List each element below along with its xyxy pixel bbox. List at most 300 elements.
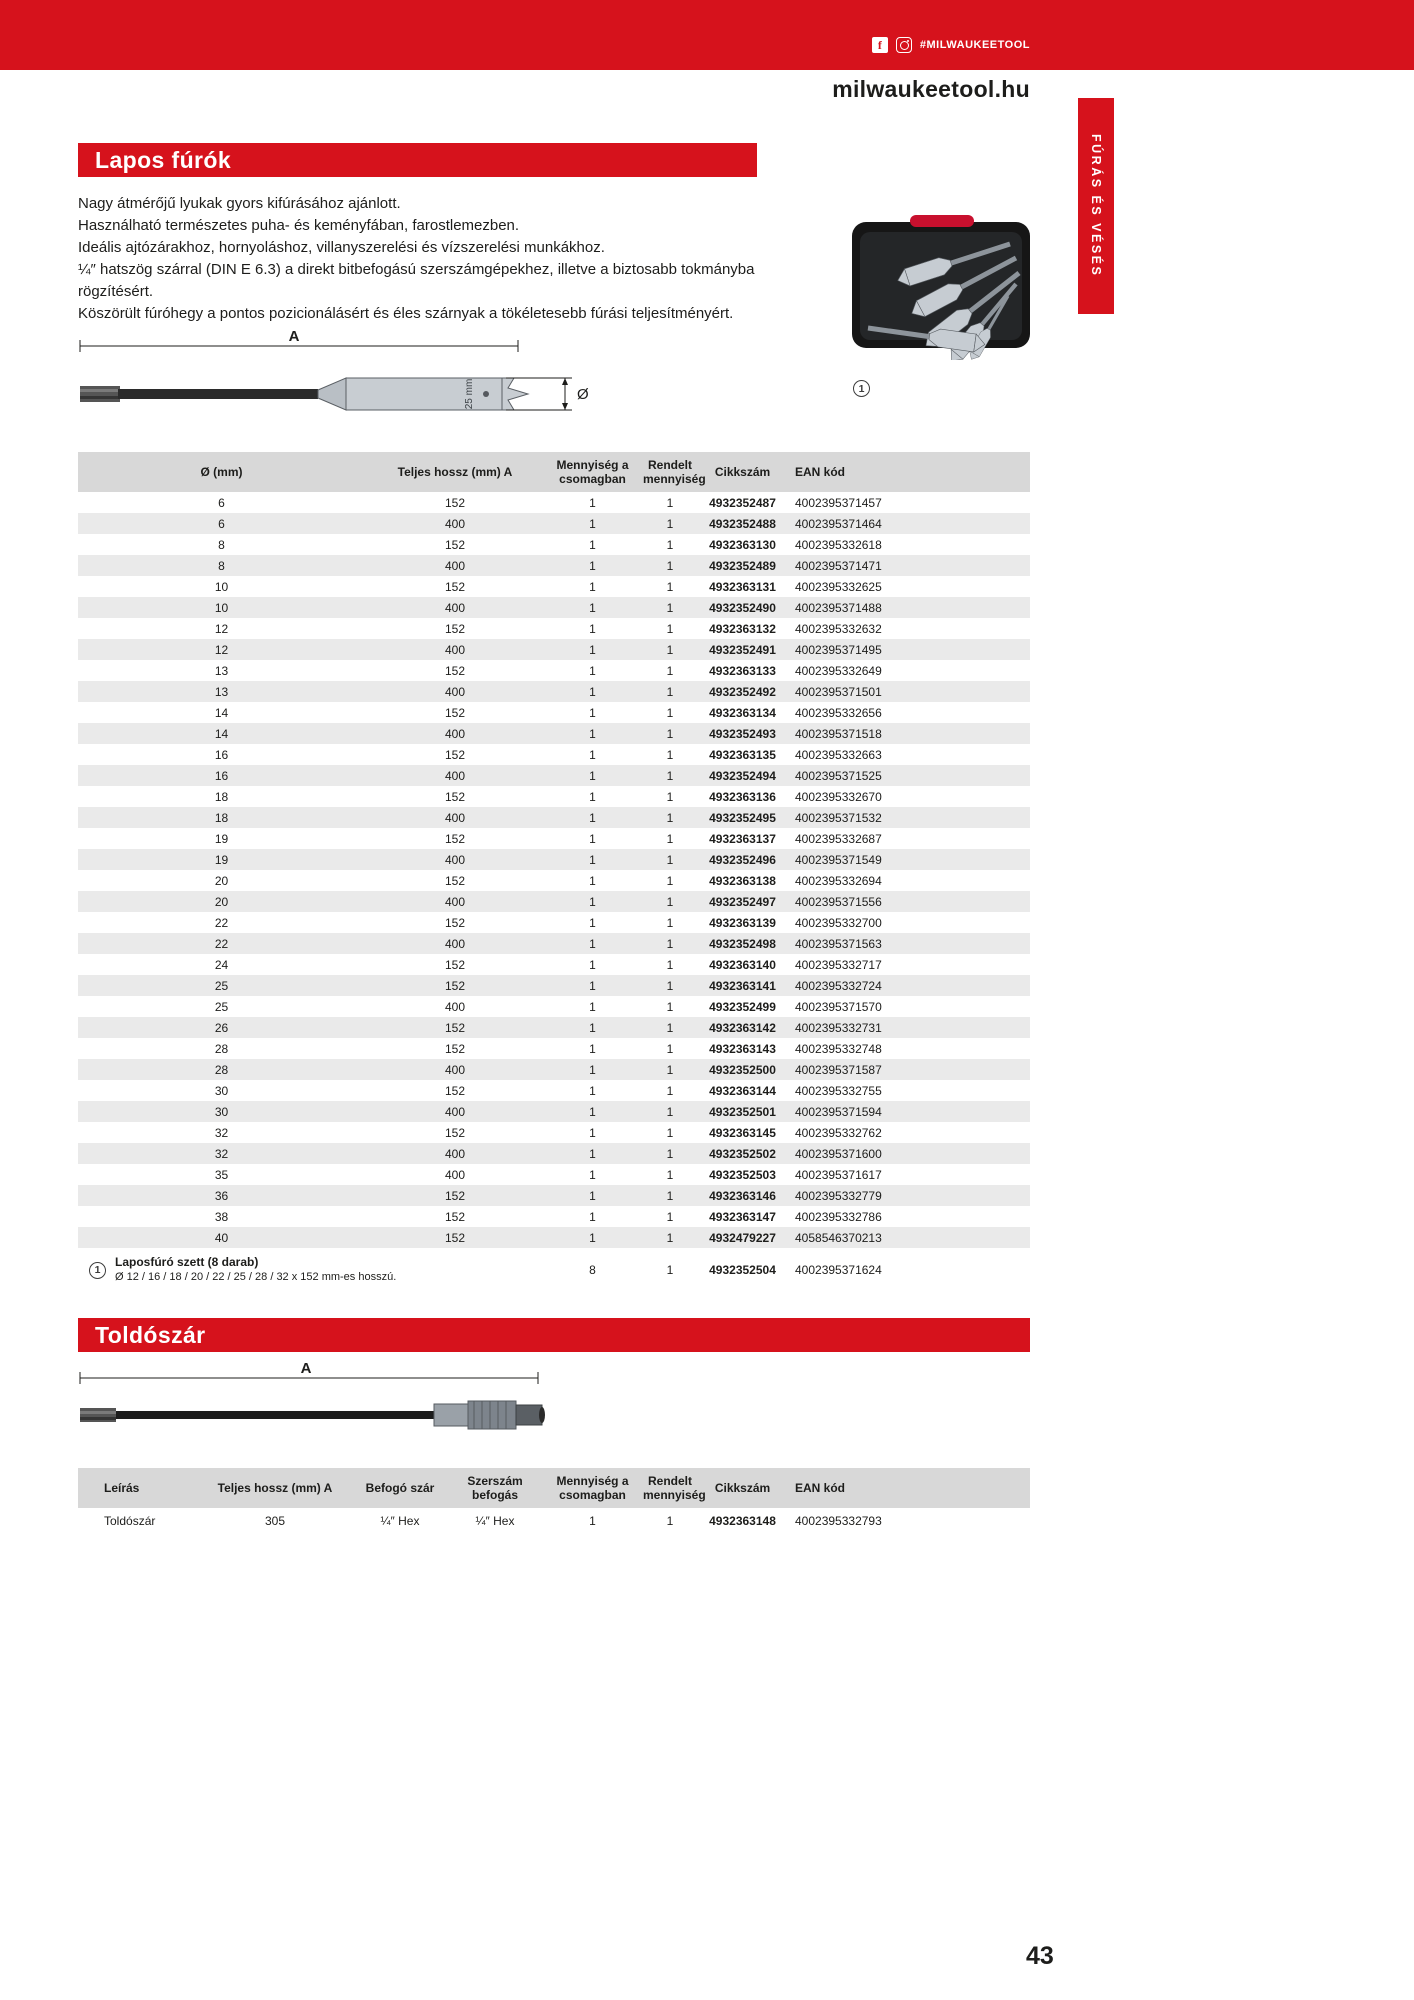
table-cell: 152 xyxy=(444,831,466,846)
table-cell: 4932352499 xyxy=(709,999,776,1014)
table-cell: 1 xyxy=(666,621,674,636)
table-cell: 4002395332779 xyxy=(795,1188,882,1203)
table-cell: 10 xyxy=(214,600,229,615)
spade-bit-diagram xyxy=(78,328,590,436)
table-cell: 152 xyxy=(444,537,466,552)
table-row xyxy=(78,1059,1030,1080)
table-cell: 1 xyxy=(666,1230,674,1245)
table-cell: 1 xyxy=(589,1083,596,1098)
table-cell: 1 xyxy=(666,1041,674,1056)
table-cell: 8 xyxy=(218,558,225,573)
table-cell: 400 xyxy=(444,726,466,741)
col-header-diameter: Ø (mm) xyxy=(78,452,365,492)
table-cell: 28 xyxy=(214,1062,229,1077)
table-cell: 16 xyxy=(214,747,229,762)
table-cell: 4932352492 xyxy=(709,684,776,699)
table-cell: 1 xyxy=(666,747,674,762)
table-row xyxy=(78,1122,1030,1143)
col-header-ordered-qty: Rendelt mennyiség xyxy=(640,452,700,492)
table-cell: 1 xyxy=(589,705,596,720)
table-cell: 1 xyxy=(666,495,674,510)
col-header-ordered-qty: Rendelt mennyiség xyxy=(640,1468,700,1508)
table-cell: 4932352500 xyxy=(709,1062,776,1077)
table-cell: 4002395332717 xyxy=(795,957,882,972)
table-cell: 1 xyxy=(589,978,596,993)
table-cell: 152 xyxy=(444,915,466,930)
table-cell: 1 xyxy=(589,915,596,930)
table-row xyxy=(78,849,1030,870)
table-cell: 152 xyxy=(444,1188,466,1203)
table-row xyxy=(78,744,1030,765)
table-cell: 400 xyxy=(444,936,466,951)
table-cell: 1 xyxy=(666,1083,674,1098)
table-cell: 1 xyxy=(589,1041,596,1056)
table-cell: 4002395332748 xyxy=(795,1041,882,1056)
table-cell: 1 xyxy=(666,999,674,1014)
table-cell: 4002395371600 xyxy=(795,1146,882,1161)
top-red-band xyxy=(0,0,1414,70)
table-cell: 1 xyxy=(589,768,596,783)
table-cell: 4002395332731 xyxy=(795,1020,882,1035)
table-cell: 1 xyxy=(666,1167,674,1182)
table-row xyxy=(78,786,1030,807)
table-cell: 152 xyxy=(444,495,466,510)
table-cell: 22 xyxy=(214,915,229,930)
table-cell: 4002395332786 xyxy=(795,1209,882,1224)
col-header-total-length: Teljes hossz (mm) A xyxy=(365,452,545,492)
table-cell: 152 xyxy=(444,1020,466,1035)
table-cell: 1 xyxy=(589,621,596,636)
page-number: 43 xyxy=(1026,1942,1054,1970)
table-cell: 1 xyxy=(589,642,596,657)
table-row xyxy=(78,954,1030,975)
table-cell: 30 xyxy=(214,1083,229,1098)
table-cell: 4932363136 xyxy=(709,789,776,804)
table-cell: 4002395371495 xyxy=(795,642,882,657)
table-cell: 152 xyxy=(444,747,466,762)
table-cell: 28 xyxy=(214,1041,229,1056)
table-row xyxy=(78,1080,1030,1101)
dim-a-label: A xyxy=(300,1362,312,1377)
table-cell: 400 xyxy=(444,642,466,657)
table-cell: 1 xyxy=(589,726,596,741)
table-cell: 1 xyxy=(666,1062,674,1077)
table-cell: 1 xyxy=(666,810,674,825)
site-url[interactable]: milwaukeetool.hu xyxy=(832,76,1030,102)
table-cell: 1 xyxy=(589,957,596,972)
table-cell: 4002395371556 xyxy=(795,894,882,909)
table-cell: 4002395371563 xyxy=(795,936,882,951)
table-cell: 4002395332700 xyxy=(795,915,882,930)
table-header xyxy=(78,452,1030,492)
table-cell: 4058546370213 xyxy=(795,1230,882,1245)
table-cell: 25 xyxy=(214,978,229,993)
table-cell: 4932363144 xyxy=(709,1083,776,1098)
blade-stamp-label: 25 mm xyxy=(464,378,475,410)
table-row xyxy=(78,1038,1030,1059)
set-sublabel: Ø 12 / 16 / 18 / 20 / 22 / 25 / 28 / 32 x 152 mm-es hosszú. xyxy=(115,1271,397,1283)
col-header-ean: EAN kód xyxy=(785,1468,1030,1508)
table-cell: 4002395332656 xyxy=(795,705,882,720)
table-cell: 4932352501 xyxy=(709,1104,776,1119)
table-cell: ¼″ Hex xyxy=(475,1514,515,1528)
table-cell: 1 xyxy=(666,600,674,615)
table-cell: 4002395371501 xyxy=(795,684,882,699)
table-row xyxy=(78,807,1030,828)
table-row xyxy=(78,912,1030,933)
table-row xyxy=(78,597,1030,618)
brand-hashtag: #MILWAUKEETOOL xyxy=(919,39,1030,51)
table-cell: 1 xyxy=(666,1209,674,1224)
table-cell: 1 xyxy=(589,495,596,510)
table-header xyxy=(78,1468,1030,1508)
table-row xyxy=(78,576,1030,597)
table-cell: 4932363137 xyxy=(709,831,776,846)
table-cell: 4002395332625 xyxy=(795,579,882,594)
table-cell: 4932363146 xyxy=(709,1188,776,1203)
table-cell: 4932352494 xyxy=(709,768,776,783)
description-line: ¼″ hatszög szárral (DIN E 6.3) a direkt bitbefogású szerszámgépekhez, illetve a biztosabb tokmányba rögzítésért. xyxy=(78,261,755,300)
set-callout-1: 1 xyxy=(89,1262,106,1279)
table-row xyxy=(78,996,1030,1017)
table-row xyxy=(78,723,1030,744)
table-cell: 152 xyxy=(444,705,466,720)
table-cell: 1 xyxy=(589,663,596,678)
table-cell: 25 xyxy=(214,999,229,1014)
table-row-set xyxy=(78,1248,1030,1292)
table-cell: 400 xyxy=(444,1104,466,1119)
table-row xyxy=(78,513,1030,534)
table-cell: 400 xyxy=(444,894,466,909)
table-cell: 1 xyxy=(666,642,674,657)
table-cell: 4932352496 xyxy=(709,852,776,867)
table-cell: ¼″ Hex xyxy=(380,1514,420,1528)
table-cell: 4002395371518 xyxy=(795,726,882,741)
section-title-lapos-furok xyxy=(78,143,757,177)
table-cell: 1 xyxy=(589,516,596,531)
table-cell: 1 xyxy=(589,1188,596,1203)
table-cell: 1 xyxy=(666,1125,674,1140)
table-cell: 4002395371457 xyxy=(795,495,882,510)
table-cell: 4932363133 xyxy=(709,663,776,678)
table-cell: 1 xyxy=(666,663,674,678)
table-cell: 22 xyxy=(214,936,229,951)
table-cell: 4002395371464 xyxy=(795,516,882,531)
table-cell: 400 xyxy=(444,1062,466,1077)
table-cell: 4002395332632 xyxy=(795,621,882,636)
table-cell: 8 xyxy=(218,537,225,552)
table-cell: 1 xyxy=(666,684,674,699)
table-row xyxy=(78,870,1030,891)
table-row xyxy=(78,681,1030,702)
extension-bar-diagram xyxy=(78,1362,590,1457)
table-cell: 4932352487 xyxy=(709,495,776,510)
table-cell: 1 xyxy=(666,978,674,993)
table-cell: 14 xyxy=(214,726,229,741)
table-cell: 400 xyxy=(444,999,466,1014)
table-cell: 1 xyxy=(666,831,674,846)
table-cell: 1 xyxy=(589,1062,596,1077)
table-cell: 19 xyxy=(214,831,229,846)
set-pack-qty: 8 xyxy=(589,1263,596,1277)
table-cell: 152 xyxy=(444,1230,466,1245)
table-cell: 20 xyxy=(214,894,229,909)
table-cell: 4932363148 xyxy=(709,1514,776,1528)
col-header-article-number: Cikkszám xyxy=(700,452,785,492)
table-cell: 4002395371570 xyxy=(795,999,882,1014)
table-cell: 4932363141 xyxy=(709,978,776,993)
table-cell: 40 xyxy=(214,1230,229,1245)
table-cell: 400 xyxy=(444,1146,466,1161)
table-cell: 1 xyxy=(666,558,674,573)
toldoszar-table-body xyxy=(78,1508,1030,1534)
table-cell: 1 xyxy=(666,936,674,951)
table-cell: 4932363143 xyxy=(709,1041,776,1056)
table-cell: 1 xyxy=(589,537,596,552)
table-cell: 1 xyxy=(589,852,596,867)
table-row xyxy=(78,1508,1030,1534)
table-cell: 400 xyxy=(444,516,466,531)
table-cell: 1 xyxy=(589,1104,596,1119)
table-cell: 1 xyxy=(666,1104,674,1119)
table-cell: 1 xyxy=(589,1020,596,1035)
table-cell: 152 xyxy=(444,663,466,678)
table-cell: 1 xyxy=(589,1230,596,1245)
table-cell: 4002395332762 xyxy=(795,1125,882,1140)
table-cell: 1 xyxy=(589,831,596,846)
section-title-text: Toldószár xyxy=(95,1321,206,1348)
table-cell: 12 xyxy=(214,621,229,636)
table-row xyxy=(78,975,1030,996)
table-cell: 1 xyxy=(666,894,674,909)
col-header-tool-holder: Szerszám befogás xyxy=(445,1468,545,1508)
table-cell: 400 xyxy=(444,1167,466,1182)
table-row xyxy=(78,618,1030,639)
table-cell: 4002395332694 xyxy=(795,873,882,888)
col-header-pack-qty: Mennyiség a csomagban xyxy=(545,452,640,492)
table-cell: 4932363130 xyxy=(709,537,776,552)
table-cell: 38 xyxy=(214,1209,229,1224)
table-cell: 1 xyxy=(589,1146,596,1161)
table-cell: 152 xyxy=(444,1041,466,1056)
table-cell: 4002395371549 xyxy=(795,852,882,867)
table-cell: 4932363132 xyxy=(709,621,776,636)
table-cell: 30 xyxy=(214,1104,229,1119)
table-row xyxy=(78,660,1030,681)
table-cell: 4002395371471 xyxy=(795,558,882,573)
category-side-tab-label: FÚRÁS ÉS VÉSÉS xyxy=(1089,134,1103,278)
table-cell: 4002395371532 xyxy=(795,810,882,825)
table-cell: 4932363145 xyxy=(709,1125,776,1140)
table-cell: 1 xyxy=(666,537,674,552)
instagram-icon[interactable] xyxy=(896,37,912,53)
table-cell: 305 xyxy=(264,1514,286,1528)
table-cell: 35 xyxy=(214,1167,229,1182)
table-row xyxy=(78,1017,1030,1038)
table-cell: 18 xyxy=(214,789,229,804)
table-cell: 1 xyxy=(589,1209,596,1224)
table-cell: 1 xyxy=(589,1167,596,1182)
table-cell: 1 xyxy=(666,1146,674,1161)
table-cell: 1 xyxy=(666,768,674,783)
table-cell: 1 xyxy=(666,705,674,720)
toldoszar-table xyxy=(78,1468,1030,1534)
category-side-tab xyxy=(1078,98,1114,314)
table-cell: 152 xyxy=(444,579,466,594)
table-cell: 4932479227 xyxy=(709,1230,776,1245)
col-header-pack-qty: Mennyiség a csomagban xyxy=(545,1468,640,1508)
table-cell: 26 xyxy=(214,1020,229,1035)
table-cell: 152 xyxy=(444,621,466,636)
table-cell: 4932363134 xyxy=(709,705,776,720)
col-header-ean: EAN kód xyxy=(785,452,1030,492)
col-header-article-number: Cikkszám xyxy=(700,1468,785,1508)
table-cell: 4932352490 xyxy=(709,600,776,615)
table-cell: 4932352489 xyxy=(709,558,776,573)
table-cell: 32 xyxy=(214,1146,229,1161)
table-cell: 400 xyxy=(444,558,466,573)
table-cell: 4932363131 xyxy=(709,579,776,594)
col-header-total-length: Teljes hossz (mm) A xyxy=(195,1468,355,1508)
table-cell: 6 xyxy=(218,495,225,510)
table-cell: 1 xyxy=(589,873,596,888)
table-cell: 1 xyxy=(666,789,674,804)
table-cell: 4932352491 xyxy=(709,642,776,657)
table-row xyxy=(78,492,1030,513)
table-cell: 4002395332663 xyxy=(795,747,882,762)
table-cell: 19 xyxy=(214,852,229,867)
table-cell: 400 xyxy=(444,684,466,699)
table-cell: 10 xyxy=(214,579,229,594)
table-cell: 4002395371587 xyxy=(795,1062,882,1077)
table-cell: 16 xyxy=(214,768,229,783)
table-cell: 1 xyxy=(666,516,674,531)
table-cell: 152 xyxy=(444,789,466,804)
table-cell: 14 xyxy=(214,705,229,720)
product-photo xyxy=(840,210,1040,360)
table-cell: 4002395332670 xyxy=(795,789,882,804)
table-cell: 1 xyxy=(589,999,596,1014)
table-row xyxy=(78,702,1030,723)
table-row xyxy=(78,765,1030,786)
table-cell: 1 xyxy=(666,915,674,930)
table-cell: 1 xyxy=(666,579,674,594)
table-cell: 152 xyxy=(444,1125,466,1140)
table-cell: 1 xyxy=(589,789,596,804)
table-cell: 13 xyxy=(214,663,229,678)
table-row xyxy=(78,534,1030,555)
table-cell: 4002395332724 xyxy=(795,978,882,993)
col-header-shank: Befogó szár xyxy=(355,1468,445,1508)
table-row xyxy=(78,891,1030,912)
table-row xyxy=(78,1185,1030,1206)
table-cell: 1 xyxy=(589,1125,596,1140)
table-cell: 4932352493 xyxy=(709,726,776,741)
section-title-text: Lapos fúrók xyxy=(95,146,232,173)
col-header-description: Leírás xyxy=(78,1468,195,1508)
table-cell: 152 xyxy=(444,1209,466,1224)
table-cell: 1 xyxy=(589,936,596,951)
table-cell: 1 xyxy=(666,852,674,867)
table-cell: 13 xyxy=(214,684,229,699)
table-cell: 1 xyxy=(666,1514,674,1528)
table-row xyxy=(78,1227,1030,1248)
table-cell: 1 xyxy=(589,894,596,909)
description-line: Köszörült fúróhegy a pontos pozicionálásért és éles szárnyak a tökéletesebb fúrási teljesítményért. xyxy=(78,305,734,322)
table-cell: 1 xyxy=(589,1514,596,1528)
table-cell: 1 xyxy=(589,558,596,573)
table-cell: 4002395371488 xyxy=(795,600,882,615)
table-cell: 4002395371594 xyxy=(795,1104,882,1119)
table-cell: 4932352502 xyxy=(709,1146,776,1161)
table-cell: 1 xyxy=(666,1020,674,1035)
social-row xyxy=(872,37,1030,53)
description-line: Nagy átmérőjű lyukak gyors kifúrásához ajánlott. xyxy=(78,195,401,212)
table-cell: 4002395371617 xyxy=(795,1167,882,1182)
table-cell: 4002395332793 xyxy=(795,1514,882,1528)
table-cell: 400 xyxy=(444,852,466,867)
table-cell: 1 xyxy=(589,747,596,762)
facebook-icon[interactable]: f xyxy=(872,37,888,53)
table-row xyxy=(78,639,1030,660)
table-cell: 18 xyxy=(214,810,229,825)
set-ordered-qty: 1 xyxy=(666,1263,674,1277)
table-cell: 1 xyxy=(666,873,674,888)
table-cell: 1 xyxy=(589,684,596,699)
table-cell: Toldószár xyxy=(104,1514,156,1528)
table-cell: 4932363139 xyxy=(709,915,776,930)
table-cell: 4002395332649 xyxy=(795,663,882,678)
table-row xyxy=(78,555,1030,576)
table-row xyxy=(78,828,1030,849)
table-cell: 4002395371525 xyxy=(795,768,882,783)
description-line: Ideális ajtózárakhoz, hornyoláshoz, villanyszerelési és vízszerelési munkákhoz. xyxy=(78,239,605,256)
table-cell: 400 xyxy=(444,810,466,825)
table-cell: 1 xyxy=(666,726,674,741)
table-row xyxy=(78,1206,1030,1227)
dim-diameter-label: Ø xyxy=(577,386,589,403)
lapos-furok-table xyxy=(78,452,1030,1292)
table-cell: 6 xyxy=(218,516,225,531)
table-cell: 4002395332687 xyxy=(795,831,882,846)
table-cell: 4002395332755 xyxy=(795,1083,882,1098)
product-description xyxy=(78,193,784,325)
dim-a-label: A xyxy=(288,328,300,345)
table-row xyxy=(78,933,1030,954)
lapos-table-body xyxy=(78,492,1030,1292)
table-cell: 152 xyxy=(444,1083,466,1098)
table-cell: 4932352498 xyxy=(709,936,776,951)
set-article-number: 4932352504 xyxy=(709,1263,776,1277)
table-cell: 4932363138 xyxy=(709,873,776,888)
table-cell: 4932352488 xyxy=(709,516,776,531)
table-cell: 1 xyxy=(589,810,596,825)
table-row xyxy=(78,1143,1030,1164)
set-label: Laposfúró szett (8 darab) xyxy=(115,1255,259,1269)
table-cell: 24 xyxy=(214,957,229,972)
table-cell: 1 xyxy=(666,957,674,972)
table-cell: 1 xyxy=(589,600,596,615)
table-cell: 4932363135 xyxy=(709,747,776,762)
table-row xyxy=(78,1164,1030,1185)
table-cell: 400 xyxy=(444,768,466,783)
table-cell: 152 xyxy=(444,978,466,993)
table-cell: 4932352495 xyxy=(709,810,776,825)
set-ean: 4002395371624 xyxy=(795,1263,882,1277)
table-cell: 36 xyxy=(214,1188,229,1203)
table-cell: 1 xyxy=(589,579,596,594)
photo-callout-1: 1 xyxy=(853,380,870,397)
